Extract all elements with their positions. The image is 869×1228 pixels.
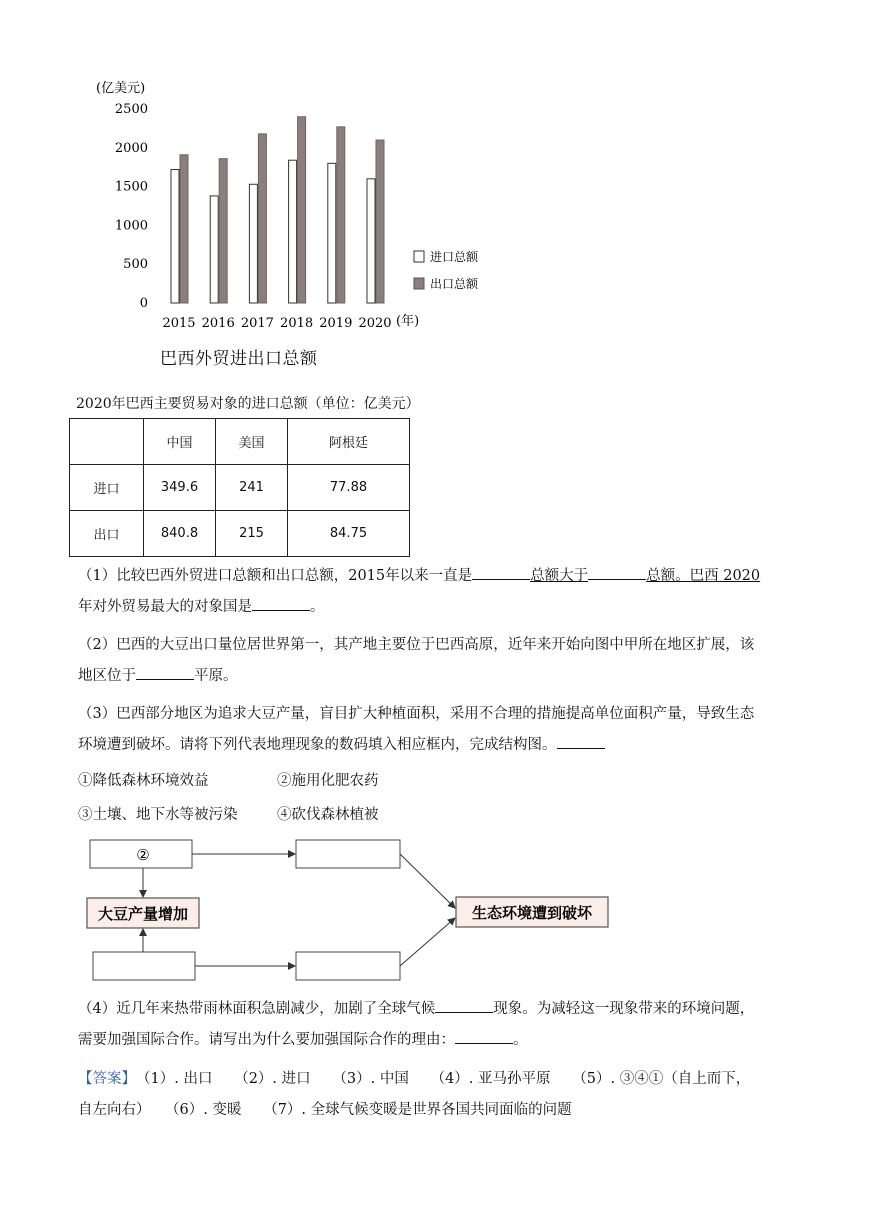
box-eco-damage-label: 生态环境遭到破坏 xyxy=(471,904,593,922)
box-top-left-label: ② xyxy=(136,846,150,864)
q4-blank-2 xyxy=(455,1029,513,1045)
q2-text-c: 平原。 xyxy=(194,668,238,684)
legend-export-swatch xyxy=(414,278,424,289)
q1-blank-3 xyxy=(252,596,310,612)
legend-export-label: 出口总额 xyxy=(430,277,479,291)
y-tick-label: 1500 xyxy=(114,179,148,195)
cell-export-argentina: 84.75 xyxy=(288,511,410,557)
q3-blank xyxy=(557,734,605,750)
question-1 xyxy=(78,561,798,623)
bar-import-2015 xyxy=(171,170,179,303)
cell-export-usa: 215 xyxy=(216,511,288,557)
row-label-import: 进口 xyxy=(70,465,144,511)
bar-export-2018 xyxy=(298,117,306,303)
table-title: 2020年巴西主要贸易对象的进口总额（单位：亿美元） xyxy=(76,396,420,412)
q2-text-b: 地区位于 xyxy=(78,668,136,684)
box-bottom-right xyxy=(296,952,400,980)
bar-import-2016 xyxy=(210,196,218,303)
q1-blank-2 xyxy=(588,565,646,581)
cell-import-usa: 241 xyxy=(216,465,288,511)
q4-text-d: 。 xyxy=(513,1032,528,1048)
answer-line-1: （1）. 出口 （2）. 进口 （3）. 中国 （4）. 亚马孙平原 （5）. ③④①（自上而下， xyxy=(143,1071,751,1087)
y-tick-label: 0 xyxy=(139,296,148,311)
x-tick-label: 2018 xyxy=(280,316,314,331)
q2-text-a: （2）巴西的大豆出口量位居世界第一，其产地主要位于巴西高原，近年来开始向图中甲所在地区扩展，该 xyxy=(78,637,755,653)
option-4: ④砍伐森林植被 xyxy=(277,807,379,823)
header-argentina: 阿根廷 xyxy=(288,419,410,465)
q1-text-a: （1）比较巴西外贸进口总额和出口总额，2015年以来一直是 xyxy=(78,568,473,584)
header-china: 中国 xyxy=(144,419,216,465)
question-4 xyxy=(78,994,798,1056)
legend xyxy=(414,249,479,291)
bar-export-2016 xyxy=(219,159,227,303)
cell-import-argentina: 77.88 xyxy=(288,465,410,511)
legend-import-swatch xyxy=(414,251,424,262)
y-tick-label: 1000 xyxy=(114,218,148,234)
y-tick-label: 2000 xyxy=(114,140,148,156)
table-header-row xyxy=(70,419,410,465)
q1-text-e: 。 xyxy=(310,599,325,615)
cell-import-china: 349.6 xyxy=(144,465,216,511)
chart-caption: 巴西外贸进出口总额 xyxy=(160,349,318,369)
x-tick-label: 2017 xyxy=(240,316,274,331)
table-row xyxy=(70,465,410,511)
q4-text-a: （4）近几年来热带雨林面积急剧减少，加剧了全球气候 xyxy=(78,1001,436,1017)
box-bottom-left xyxy=(93,952,195,980)
y-axis-unit: (亿美元) xyxy=(96,81,146,96)
answer-block xyxy=(78,1064,798,1126)
bar-export-2019 xyxy=(337,127,345,303)
x-tick-labels xyxy=(162,316,391,331)
x-axis-suffix: (年) xyxy=(396,314,420,329)
answer-line-2: 自左向右） （6）. 变暖 （7）. 全球气候变暖是世界各国共同面临的问题 xyxy=(78,1102,572,1118)
q2-blank xyxy=(136,665,194,681)
bar-export-2015 xyxy=(180,155,188,303)
bar-import-2017 xyxy=(249,184,257,303)
trade-bar-chart xyxy=(90,70,530,340)
q4-blank-1 xyxy=(435,998,493,1014)
option-3: ③土壤、地下水等被污染 xyxy=(78,807,238,823)
box-soy-increase-label: 大豆产量增加 xyxy=(97,905,189,923)
arrow-tr-to-eco xyxy=(400,854,455,908)
q4-text-c: 需要加强国际合作。请写出为什么要加强国际合作的理由： xyxy=(78,1032,455,1048)
x-tick-label: 2016 xyxy=(201,316,235,331)
q3-text-b: 环境遭到破坏。请将下列代表地理现象的数码填入相应框内，完成结构图。 xyxy=(78,737,557,753)
box-top-right xyxy=(296,840,400,868)
table-row xyxy=(70,511,410,557)
q3-text-a: （3）巴西部分地区为追求大豆产量，盲目扩大种植面积，采用不合理的措施提高单位面积产量，导致生态 xyxy=(78,706,755,722)
x-tick-label: 2015 xyxy=(162,316,196,331)
y-tick-labels xyxy=(115,102,148,311)
y-tick-label: 2500 xyxy=(114,102,148,117)
bar-import-2019 xyxy=(328,163,336,303)
header-usa: 美国 xyxy=(216,419,288,465)
bar-import-2020 xyxy=(367,179,375,303)
question-2 xyxy=(78,630,798,692)
bar-export-2020 xyxy=(376,140,384,303)
q1-text-d: 年对外贸易最大的对象国是 xyxy=(78,599,252,615)
q1-text-c: 总额。巴西 2020 xyxy=(646,568,761,584)
bar-import-2018 xyxy=(289,160,297,303)
trade-partner-table xyxy=(69,418,410,557)
arrow-br-to-eco xyxy=(400,918,455,966)
question-3 xyxy=(78,699,798,761)
option-1: ①降低森林环境效益 xyxy=(78,773,209,789)
y-tick-label: 500 xyxy=(123,257,148,273)
x-tick-label: 2019 xyxy=(319,316,353,331)
q1-text-b: 总额大于 xyxy=(530,568,589,584)
x-tick-label: 2020 xyxy=(358,316,392,331)
cell-export-china: 840.8 xyxy=(144,511,216,557)
bar-export-2017 xyxy=(258,134,266,303)
legend-import-label: 进口总额 xyxy=(430,250,479,264)
table-corner-cell xyxy=(70,419,144,465)
row-label-export: 出口 xyxy=(70,511,144,557)
structure-diagram xyxy=(86,836,626,988)
option-2: ②施用化肥农药 xyxy=(277,773,379,789)
q1-blank-1 xyxy=(472,565,530,581)
q4-text-b: 现象。为减轻这一现象带来的环境问题， xyxy=(493,1001,755,1017)
bars xyxy=(171,117,384,303)
answer-tag: 【答案】 xyxy=(78,1071,129,1087)
